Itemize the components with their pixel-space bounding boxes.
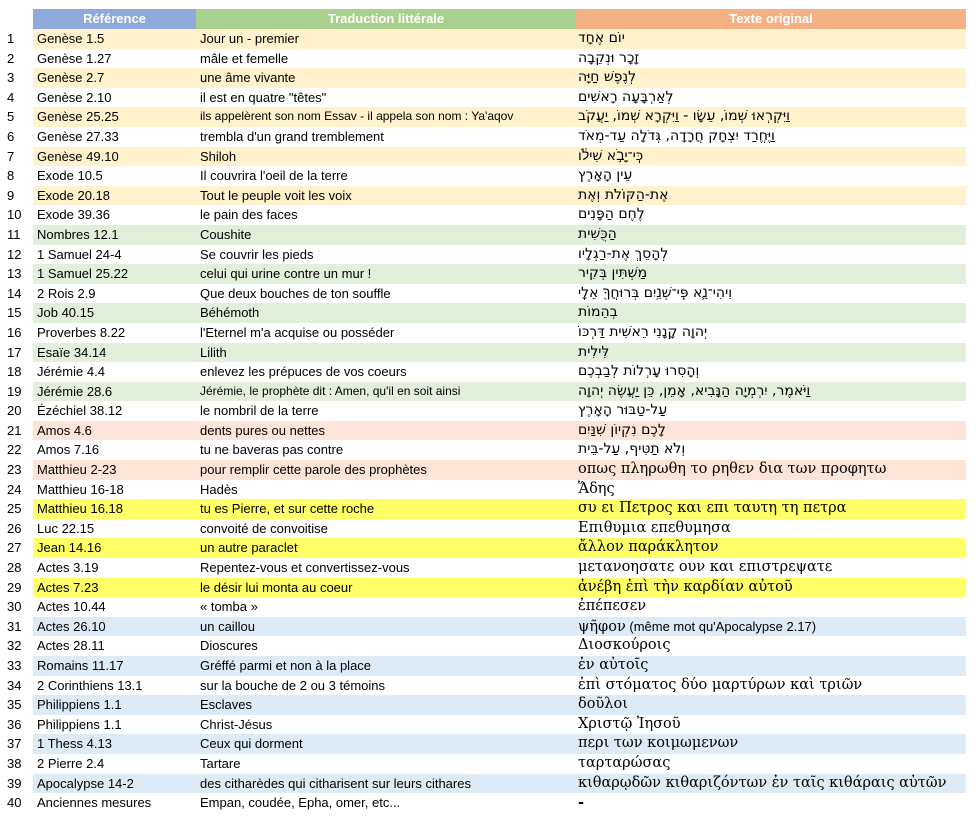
original-text: Ἅδης [578,480,615,497]
table-row [0,538,976,558]
row-number: 37 [7,736,22,752]
reference-cell: 1 Thess 4.13 [37,736,112,752]
original-text-cell [578,29,962,49]
translation-cell: tu es Pierre, et sur cette roche [200,501,375,517]
original-text: וְהָסִרוּ עָרְלוֹת לְבַבְכֶם [578,363,700,380]
table-row [0,440,976,460]
original-text: ἐπέπεσεν [578,598,647,615]
original-text-cell [578,656,962,676]
row-number: 28 [7,560,22,576]
row-number: 20 [7,403,22,419]
original-text: לְהָסֵךְ אֶת-רַגְלָיו [578,245,669,262]
row-number: 3 [7,70,15,86]
row-number: 2 [7,50,15,66]
table-row [0,205,976,225]
translation-cell: il est en quatre "têtes" [200,89,327,105]
reference-cell: Actes 7.23 [37,579,99,595]
original-text: יְהוָה קָנָנִי רֵאשִׁית דַּרְכּוֹ [578,323,708,340]
translation-cell: Jour un - premier [200,31,299,46]
original-text: וַיִּקְרְאוּ שְׁמוֹ, עֵשָׂו - וַיִּקְרָא שְׁמוֹ, יַעֲקֹב [578,108,790,125]
original-text: מַשְׁתִּין בְּקִיר [578,265,648,282]
row-number: 15 [7,305,22,321]
row-number: 18 [7,364,22,380]
row-number: 26 [7,520,22,536]
translation-cell: pour remplir cette parole des prophètes [200,462,427,478]
row-number: 5 [7,109,15,125]
original-text-cell [578,284,962,304]
original-text-cell [578,107,962,127]
original-text-cell [578,166,962,186]
original-text-cell [578,460,962,480]
translation-cell: ils appelèrent son nom Essav - il appela son nom : Ya'aqov [200,109,514,124]
original-text: הַכֻּשִׁית [578,225,617,242]
table-row [0,558,976,578]
translation-cell: Ceux qui dorment [200,736,303,752]
original-text-cell [578,676,962,696]
original-text: לִּילִית [578,343,610,360]
table-row [0,166,976,186]
row-number: 27 [7,540,22,556]
row-number: 12 [7,246,22,262]
row-number: 36 [7,716,22,732]
original-text: אֶת-הַקּוֹלֹת וְאֶת [578,186,669,203]
table-row [0,715,976,735]
translation-cell: Jérémie, le prophète dit : Amen, qu'il en soit ainsi [200,383,461,398]
original-text-cell [578,793,962,813]
original-text: δοῦλοι [578,696,628,713]
reference-cell: Exode 10.5 [37,168,103,184]
reference-cell: Ézéchiel 38.12 [37,403,123,419]
translation-cell: Coushite [200,226,252,242]
translation-cell: un autre paraclet [200,540,298,556]
table-row [0,793,976,813]
translation-cell: le pain des faces [200,207,298,223]
row-number: 10 [7,207,22,223]
original-text-cell [578,88,962,108]
row-number: 35 [7,697,22,713]
reference-cell: Exode 39.36 [37,207,111,223]
reference-cell: 1 Samuel 25.22 [37,266,129,282]
original-text-cell [578,205,962,225]
original-text: ἀνέβη ἐπὶ τὴν καρδίαν αὐτοῦ [578,578,793,595]
translation-cell: mâle et femelle [200,50,289,66]
original-text-cell [578,225,962,245]
row-number: 24 [7,481,22,497]
table-row [0,225,976,245]
reference-cell: Genèse 1.27 [37,50,112,66]
row-number: 25 [7,501,22,517]
original-text: ἐν αὐτοῖς [578,657,649,673]
table-row [0,480,976,500]
original-text-cell [578,323,962,343]
translation-cell: Shiloh [200,148,237,164]
original-text-cell [578,421,962,441]
table-row [0,343,976,363]
reference-cell: Genèse 2.7 [37,70,105,86]
reference-cell: Genèse 27.33 [37,128,119,144]
translation-cell: Lilith [200,344,227,360]
translation-cell: dents pures ou nettes [200,422,326,438]
reference-cell: Jérémie 28.6 [37,383,113,399]
reference-cell: Exode 20.18 [37,187,111,203]
table-row [0,695,976,715]
row-number: 33 [7,658,22,673]
reference-cell: Apocalypse 14-2 [37,775,134,791]
row-number: 7 [7,148,15,164]
row-number: 11 [7,226,21,242]
original-text-cell [578,264,962,284]
original-text-cell [578,68,962,88]
reference-cell: 2 Rois 2.9 [37,285,96,301]
original-text-cell [578,245,962,265]
reference-cell: Genèse 1.5 [37,31,105,46]
header-reference: Référence [33,9,196,29]
translation-cell: sur la bouche de 2 ou 3 témoins [200,677,386,693]
row-number: 31 [7,618,22,634]
reference-cell: 1 Samuel 24-4 [37,246,122,262]
reference-cell: Actes 3.19 [37,560,99,576]
table-row [0,362,976,382]
reference-cell: Proverbes 8.22 [37,324,126,340]
table-row [0,49,976,69]
reference-cell: Philippiens 1.1 [37,697,122,713]
original-text-cell [578,49,962,69]
row-number: 38 [7,755,22,771]
table-row [0,578,976,598]
original-text-cell [578,617,962,637]
reference-cell: Actes 28.11 [37,638,105,654]
row-number: 17 [7,344,22,360]
translation-cell: Christ-Jésus [200,716,273,732]
translation-cell: Béhémoth [200,305,260,321]
translation-cell: Empan, coudée, Epha, omer, etc... [200,795,401,811]
table-row [0,68,976,88]
translation-cell: Que deux bouches de ton souffle [200,285,391,301]
translation-cell: Tartare [200,755,241,771]
row-number: 39 [7,775,22,791]
original-text-cell [578,715,962,735]
header-translation: Traduction littérale [196,9,576,29]
translation-cell: tu ne baveras pas contre [200,442,344,458]
original-text-cell [578,401,962,421]
original-text-cell [578,578,962,598]
original-text-cell [578,480,962,500]
translation-cell: le nombril de la terre [200,403,319,419]
row-number: 29 [7,579,22,595]
table-header [0,9,976,29]
original-text-cell [578,147,962,167]
translation-cell: des citharèdes qui citharisent sur leurs cithares [200,775,471,791]
reference-cell: Nombres 12.1 [37,226,119,242]
row-number: 6 [7,128,15,144]
table-row [0,88,976,108]
reference-cell: Philippiens 1.1 [37,716,122,732]
translation-cell: convoité de convoitise [200,520,328,536]
reference-cell: Matthieu 16-18 [37,481,124,497]
row-number: 21 [7,422,22,438]
original-text-cell [578,440,962,460]
row-number: 16 [7,324,22,340]
reference-cell: Jérémie 4.4 [37,364,105,380]
row-number: 30 [7,599,22,615]
table-row [0,421,976,441]
original-text: כִּֽי־יָבֹ֣א שִׁילֹ֔ו [578,147,644,164]
translation-cell: Gréffé parmi et non à la place [200,658,372,673]
table-row [0,264,976,284]
original-text: περι των κοιμωμενων [578,735,739,752]
original-text: לָכֶם נִקְיוֹן שִׁנַּיִם [578,421,666,438]
table-row [0,734,976,754]
reference-cell: Genèse 49.10 [37,148,119,164]
table-row [0,245,976,265]
row-number: 4 [7,89,15,105]
original-text: וְלֹא תַטִּיף, עַל-בֵּית [578,441,686,458]
reference-cell: Actes 10.44 [37,599,106,615]
original-text-cell [578,362,962,382]
table-row [0,774,976,794]
table-row [0,499,976,519]
original-text: συ ει Πετρος και επι ταυτη τη πετρα [578,500,847,517]
reference-cell: Amos 4.6 [37,422,92,438]
table-row [0,617,976,637]
header-original: Texte original [576,9,966,29]
translation-cell: trembla d'un grand tremblement [200,128,384,144]
table-row [0,107,976,127]
table-row [0,186,976,206]
original-text: κιθαρῳδῶν κιθαριζόντων ἐν ταῖς κιθάραις αὐτῶν [578,774,947,791]
original-text-cell [578,303,962,323]
reference-cell: 2 Pierre 2.4 [37,755,105,771]
original-text: וַיֹּאמֶר, יִרְמְיָה הַנָּבִיא, אָמֵן, כֵּן יַעֲשֶׂה יְהוָה [578,382,811,399]
original-text: לְאַרְבָּעָה רָאשִׁים [578,88,674,105]
original-text: לֶחֶם הַפָּנִים [578,206,645,223]
original-text-cell [578,499,962,519]
translation-cell: Dioscures [200,638,258,654]
table-body [0,29,976,813]
reference-cell: Matthieu 2-23 [37,462,117,478]
original-text-cell [578,597,962,617]
table-row [0,147,976,167]
translation-cell: Il couvrira l'oeil de la terre [200,168,348,184]
table-row [0,323,976,343]
row-number: 22 [7,442,22,458]
original-text: Χριστῷ Ἰησοῦ [578,715,681,732]
original-text: Διοσκούροις [578,637,671,654]
row-number: 14 [7,285,22,301]
original-text: ἐπὶ στόματος δύο μαρτύρων καὶ τριῶν [578,676,863,693]
table-row [0,303,976,323]
row-number: 9 [7,187,15,203]
reference-table [0,9,976,813]
original-text-cell [578,754,962,774]
translation-cell: celui qui urine contre un mur ! [200,266,372,282]
original-text: οπως πληρωθη το ρηθεν δια των προφητω [578,461,887,478]
original-text: וַיֶּחֱרַד יִצְחָק חֲרָדָה, גְּדֹלָה עַד-מְאֹד [578,127,775,144]
table-row [0,597,976,617]
row-number: 19 [7,383,22,399]
reference-cell: 2 Corinthiens 13.1 [37,677,143,693]
table-row [0,127,976,147]
table-row [0,754,976,774]
translation-cell: Hadès [200,481,238,497]
table-row [0,636,976,656]
original-text-cell [578,734,962,754]
original-text: יוֹם אֶחָד [578,30,625,46]
reference-cell: Matthieu 16.18 [37,501,124,517]
original-text-note: (même mot qu'Apocalypse 2.17) [625,618,817,634]
original-text: וִיהִי־נָ֛א פִּֽי־שְׁנַ֥יִם בְּרוּחֲךָ֖ אֵלָֽי [578,284,733,301]
reference-cell: Actes 26.10 [37,618,106,634]
translation-cell: une âme vivante [200,70,296,86]
original-text-cell [578,558,962,578]
translation-cell: Tout le peuple voit les voix [200,187,352,203]
translation-cell: le désir lui monta au coeur [200,579,353,595]
reference-cell: Genèse 25.25 [37,109,119,125]
row-number: 8 [7,168,15,184]
row-number: 32 [7,638,22,654]
original-text-cell [578,127,962,147]
original-text: עֵין הָאָרֶץ [578,167,633,184]
translation-cell: l'Eternel m'a acquise ou posséder [200,324,395,340]
reference-cell: Jean 14.16 [37,540,102,556]
row-number: 23 [7,462,22,478]
reference-cell: Esaïe 34.14 [37,344,107,360]
reference-cell: Job 40.15 [37,305,95,321]
original-text-cell [578,343,962,363]
original-text: בְהֵמוֹת [578,304,618,321]
translation-cell: « tomba » [200,599,258,615]
original-text: - [578,794,585,812]
original-text: לְנֶפֶשׁ חַיָּה [578,69,637,86]
translation-cell: Esclaves [200,697,253,713]
original-text-cell [578,382,962,402]
original-text: μετανοησατε ουν και επιστρεψατε [578,559,833,576]
table-row [0,382,976,402]
translation-cell: Repentez-vous et convertissez-vous [200,560,410,576]
row-number: 34 [7,677,22,693]
table-row [0,29,976,49]
reference-cell: Anciennes mesures [37,795,152,811]
table-row [0,401,976,421]
translation-cell: enlevez les prépuces de vos coeurs [200,364,407,380]
table-row [0,284,976,304]
table-row [0,656,976,676]
original-text-cell [578,186,962,206]
original-text: ταρταρώσας [578,754,671,771]
original-text: ψῆφον [578,618,626,635]
reference-cell: Genèse 2.10 [37,89,112,105]
row-number: 1 [7,31,15,46]
original-text-cell [578,695,962,715]
original-text-cell [578,774,962,794]
original-text: עַל-טַבּוּר הָאָרֶץ [578,402,668,419]
original-text-cell [578,538,962,558]
row-number: 13 [7,266,22,282]
original-text-cell [578,519,962,539]
original-text-cell [578,636,962,656]
reference-cell: Amos 7.16 [37,442,100,458]
original-text: Επιθυμια επεθυμησα [578,519,731,536]
original-text: ἄλλον παράκλητον [578,539,719,556]
row-number: 40 [7,795,22,811]
original-text: זָכָר וּנְקֵבָה [578,49,640,66]
reference-cell: Romains 11.17 [37,658,124,673]
translation-cell: un caillou [200,618,255,634]
table-row [0,676,976,696]
table-row [0,519,976,539]
reference-cell: Luc 22.15 [37,520,95,536]
translation-cell: Se couvrir les pieds [200,246,314,262]
table-row [0,460,976,480]
